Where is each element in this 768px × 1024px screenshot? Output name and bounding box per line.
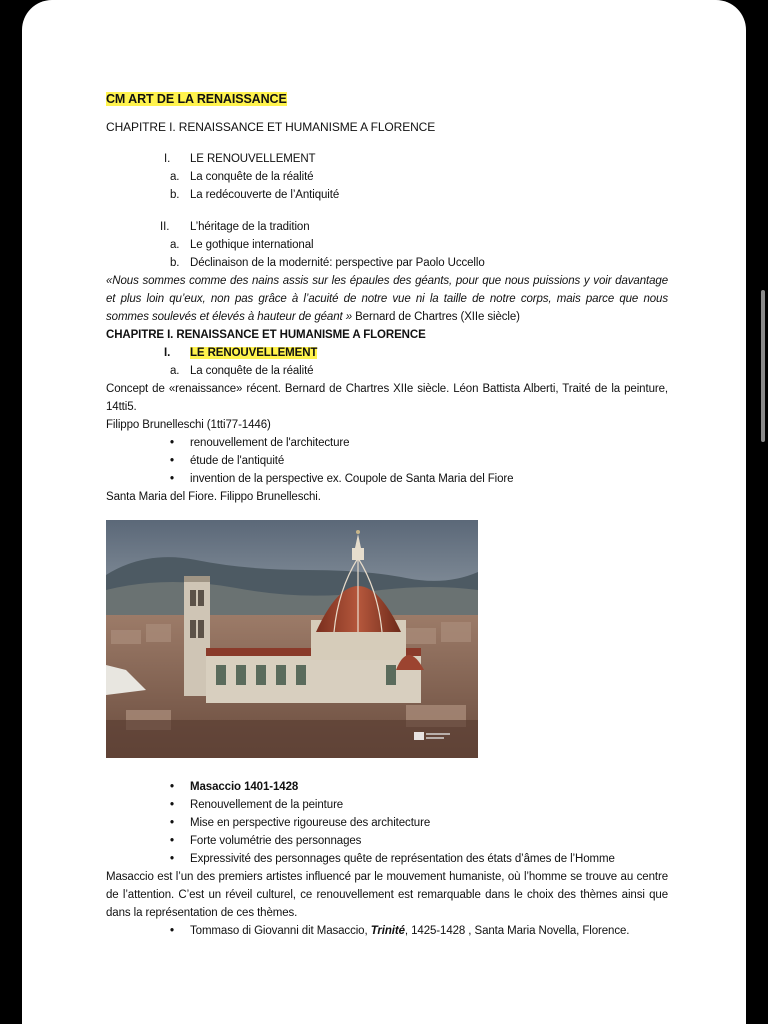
masaccio-paragraph: Masaccio est l’un des premiers artistes influencé par le mouvement humaniste, où l’homme se trouve au centre de l’attention. C’est un réveil culturel, ce renouvellement est remarquable dans le choix des thèmes ainsi que dans la représentation de ces thèmes. bbox=[106, 871, 668, 919]
toc-subitem-2b: b. Déclinaison de la modernité: perspective par Paolo Uccello bbox=[170, 257, 485, 269]
bullet-list-brunelleschi bbox=[170, 434, 668, 488]
list-item: • Mise en perspective rigoureuse des architecture bbox=[170, 817, 431, 829]
bullet-list-trinite bbox=[170, 922, 668, 940]
brunelleschi-line: Filippo Brunelleschi (1tti77-1446) bbox=[106, 419, 271, 431]
list-item: • Forte volumétrie des personnages bbox=[170, 835, 362, 847]
quote-text: «Nous sommes comme des nains assis sur les épaules des géants, pour que nous puissions y voir davantage et plus loin qu’eux, non pas grâce à l’acuité de notre vue ni la taille de notre corps, mais parce que nous sommes soulevés et élevés à hauteur de géant » bbox=[106, 275, 668, 323]
toc-item-2: II. L’héritage de la tradition bbox=[160, 221, 310, 233]
toc-subitem-2a: a. Le gothique international bbox=[170, 239, 314, 251]
subsection-heading: a. La conquête de la réalité bbox=[170, 365, 314, 377]
toc-subitem-1b: b. La redécouverte de l’Antiquité bbox=[170, 189, 340, 201]
section-heading: I. LE RENOUVELLEMENT bbox=[164, 347, 318, 359]
toc-subitem-1a: a. La conquête de la réalité bbox=[170, 171, 314, 183]
section-chapter-heading: CHAPITRE I. RENAISSANCE ET HUMANISME A FLORENCE bbox=[106, 329, 426, 341]
list-item: • Tommaso di Giovanni dit Masaccio, Trinité, 1425-1428 , Santa Maria Novella, Florence. bbox=[170, 925, 630, 937]
photo-caption: Santa Maria del Fiore. Filippo Brunelleschi. bbox=[106, 491, 321, 503]
list-item: • renouvellement de l'architecture bbox=[170, 437, 350, 449]
chapter-heading: CHAPITRE I. RENAISSANCE ET HUMANISME A FLORENCE bbox=[106, 120, 436, 134]
scrollbar-thumb[interactable] bbox=[761, 290, 765, 442]
list-item: • étude de l'antiquité bbox=[170, 455, 285, 467]
list-item: • Expressivité des personnages quête de représentation des états d’âmes de l’Homme bbox=[170, 853, 615, 865]
document-title: CM ART DE LA RENAISSANCE bbox=[106, 92, 287, 106]
quote-paragraph bbox=[106, 272, 668, 326]
list-item-masaccio-heading: • Masaccio 1401-1428 bbox=[170, 781, 299, 793]
bullet-list-masaccio bbox=[170, 778, 668, 868]
toc-item-1: I. LE RENOUVELLEMENT bbox=[164, 153, 316, 165]
quote-author: Bernard de Chartres (XIIe siècle) bbox=[352, 311, 520, 323]
florence-cathedral-photo bbox=[106, 520, 478, 758]
document-content bbox=[106, 90, 668, 940]
list-item: • Renouvellement de la peinture bbox=[170, 799, 344, 811]
concept-paragraph: Concept de «renaissance» récent. Bernard de Chartres XIIe siècle. Léon Battista Alberti, Traité de la peinture, 14tti5. bbox=[106, 383, 668, 413]
list-item: • invention de la perspective ex. Coupole de Santa Maria del Fiore bbox=[170, 473, 514, 485]
